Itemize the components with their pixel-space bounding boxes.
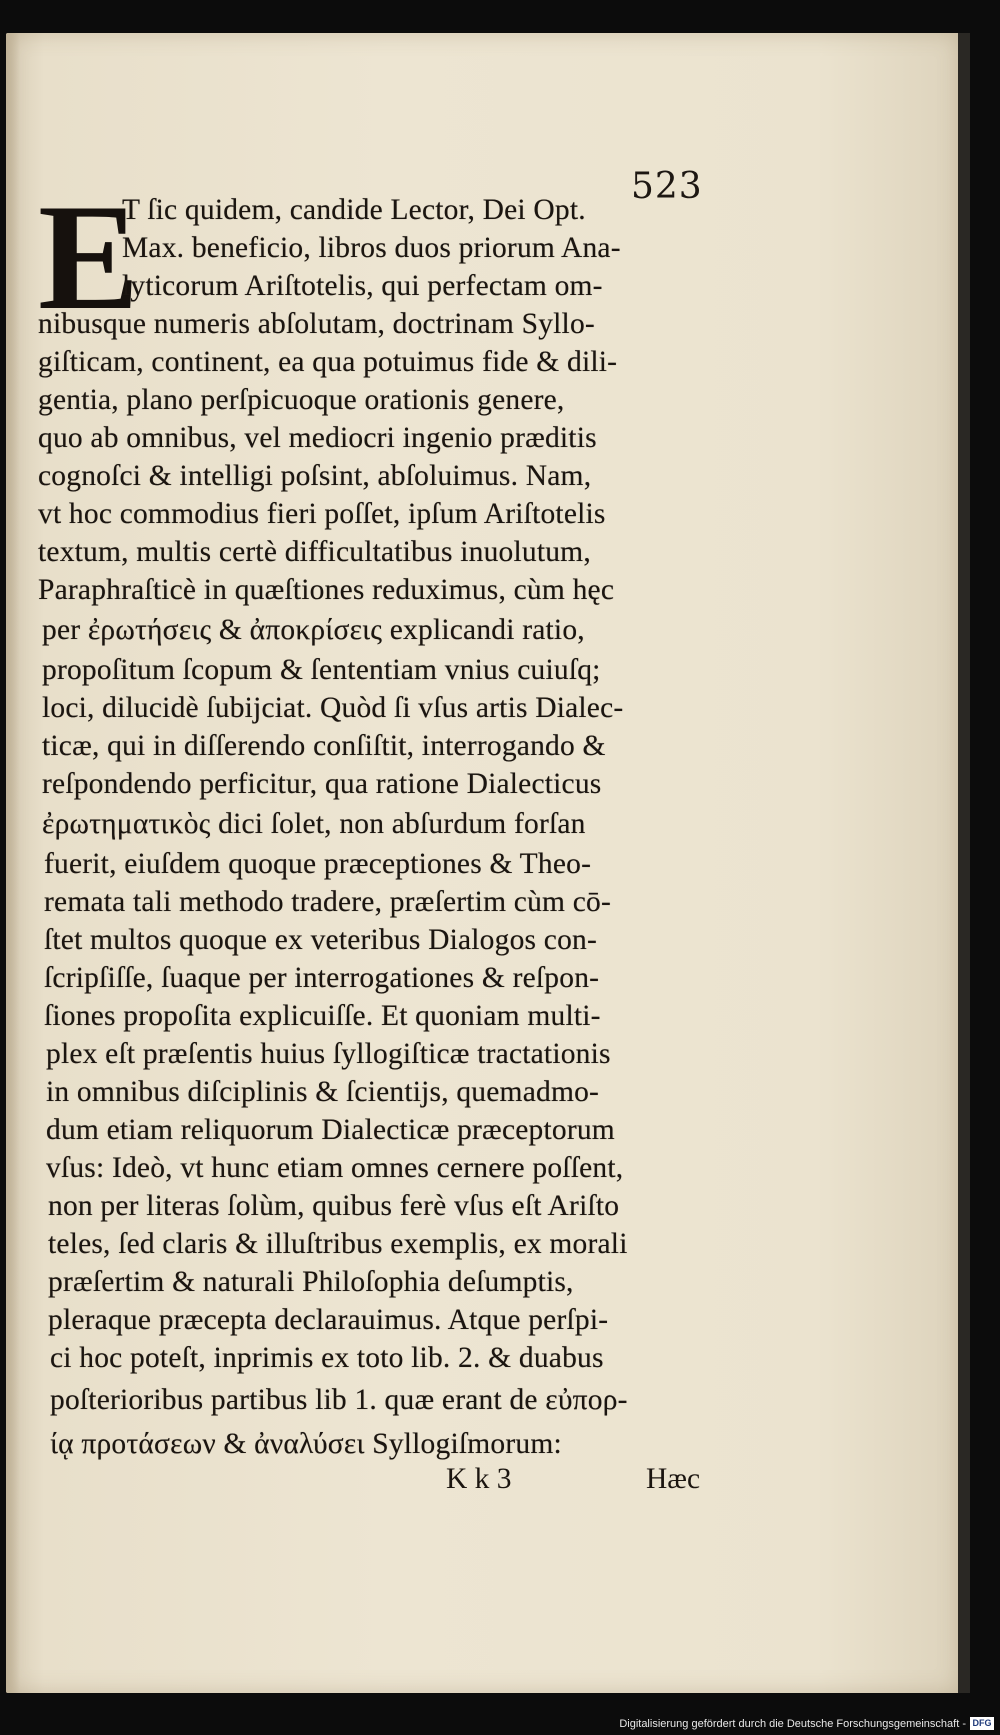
text-line: dum etiam reliquorum Dialecticæ præceptorum xyxy=(46,1114,615,1146)
text-line: textum, multis certè difficultatibus inuolutum, xyxy=(38,536,591,568)
page-number: 523 xyxy=(631,166,703,207)
text-line: giſticam, continent, ea qua potuimus fide & dili- xyxy=(38,346,618,378)
signature-mark: K k 3 xyxy=(446,1463,512,1495)
text-line: lyticorum Ariſtotelis, qui perfectam om- xyxy=(122,270,603,302)
text-line: reſpondendo perficitur, qua ratione Dialecticus xyxy=(42,768,602,800)
text-line: cognoſci & intelligi poſsint, abſoluimus. Nam, xyxy=(38,460,592,492)
catchword: Hæc xyxy=(646,1463,701,1495)
text-line: quo ab omnibus, vel mediocri ingenio præditis xyxy=(38,422,597,454)
text-line: ſcripſiſſe, ſuaque per interrogationes & reſpon- xyxy=(44,962,600,994)
text-line: in omnibus diſciplinis & ſcientijs, quemadmo- xyxy=(46,1076,600,1108)
text-line: præſertim & naturali Philoſophia deſumptis, xyxy=(48,1266,574,1298)
text-line: pleraque præcepta declarauimus. Atque perſpi- xyxy=(48,1304,609,1336)
text-line: teles, ſed claris & illuſtribus exemplis, ex morali xyxy=(48,1228,628,1260)
text-line: ſiones propoſita explicuiſſe. Et quoniam multi- xyxy=(44,1000,601,1032)
text-line: Max. beneficio, libros duos priorum Ana- xyxy=(122,232,621,264)
drop-cap-initial: E xyxy=(38,173,140,341)
text-line: ticæ, qui in diſſerendo conſiſtit, interrogando & xyxy=(42,730,606,762)
text-line: poſterioribus partibus lib 1. quæ erant de εὐπορ- xyxy=(50,1384,628,1416)
dfg-logo-icon: DFG xyxy=(970,1717,994,1730)
page-edge-strip xyxy=(958,33,970,1693)
funding-credit: Digitalisierung gefördert durch die Deutsche Forschungsgemeinschaft - xyxy=(619,1718,966,1730)
text-line: Paraphraſticè in quæſtiones reduximus, cùm hęc xyxy=(38,574,615,606)
text-line: ίᾳ προτάσεων & ἀναλύσει Syllogiſmorum: xyxy=(50,1428,562,1460)
text-line: remata tali methodo tradere, præſertim cùm cō- xyxy=(44,886,612,918)
text-line: plex eſt præſentis huius ſyllogiſticæ tractationis xyxy=(46,1038,611,1070)
text-line: per ἐρωτήσεις & ἀποκρίσεις explicandi ratio, xyxy=(42,614,585,646)
text-line: T ſic quidem, candide Lector, Dei Opt. xyxy=(122,194,586,226)
text-line: gentia, plano perſpicuoque orationis genere, xyxy=(38,384,565,416)
text-line: vſus: Ideò, vt hunc etiam omnes cernere poſſent, xyxy=(46,1152,624,1184)
text-line: propoſitum ſcopum & ſententiam vnius cuiuſq; xyxy=(42,654,601,686)
text-line: fuerit, eiuſdem quoque præceptiones & Theo- xyxy=(44,848,592,880)
text-line: ſtet multos quoque ex veteribus Dialogos con- xyxy=(44,924,598,956)
text-line: non per literas ſolùm, quibus ferè vſus eſt Ariſto xyxy=(48,1190,620,1222)
book-page xyxy=(6,33,960,1693)
text-line: nibusque numeris abſolutam, doctrinam Syllo- xyxy=(38,308,595,340)
text-line: ci hoc poteſt, inprimis ex toto lib. 2. & duabus xyxy=(50,1342,604,1374)
text-line: vt hoc commodius fieri poſſet, ipſum Ariſtotelis xyxy=(38,498,606,530)
body-text xyxy=(6,33,960,1693)
text-line: ἐρωτηματικὸς dici ſolet, non abſurdum forſan xyxy=(42,808,586,840)
text-line: loci, dilucidè ſubijciat. Quòd ſi vſus artis Dialec- xyxy=(42,692,624,724)
